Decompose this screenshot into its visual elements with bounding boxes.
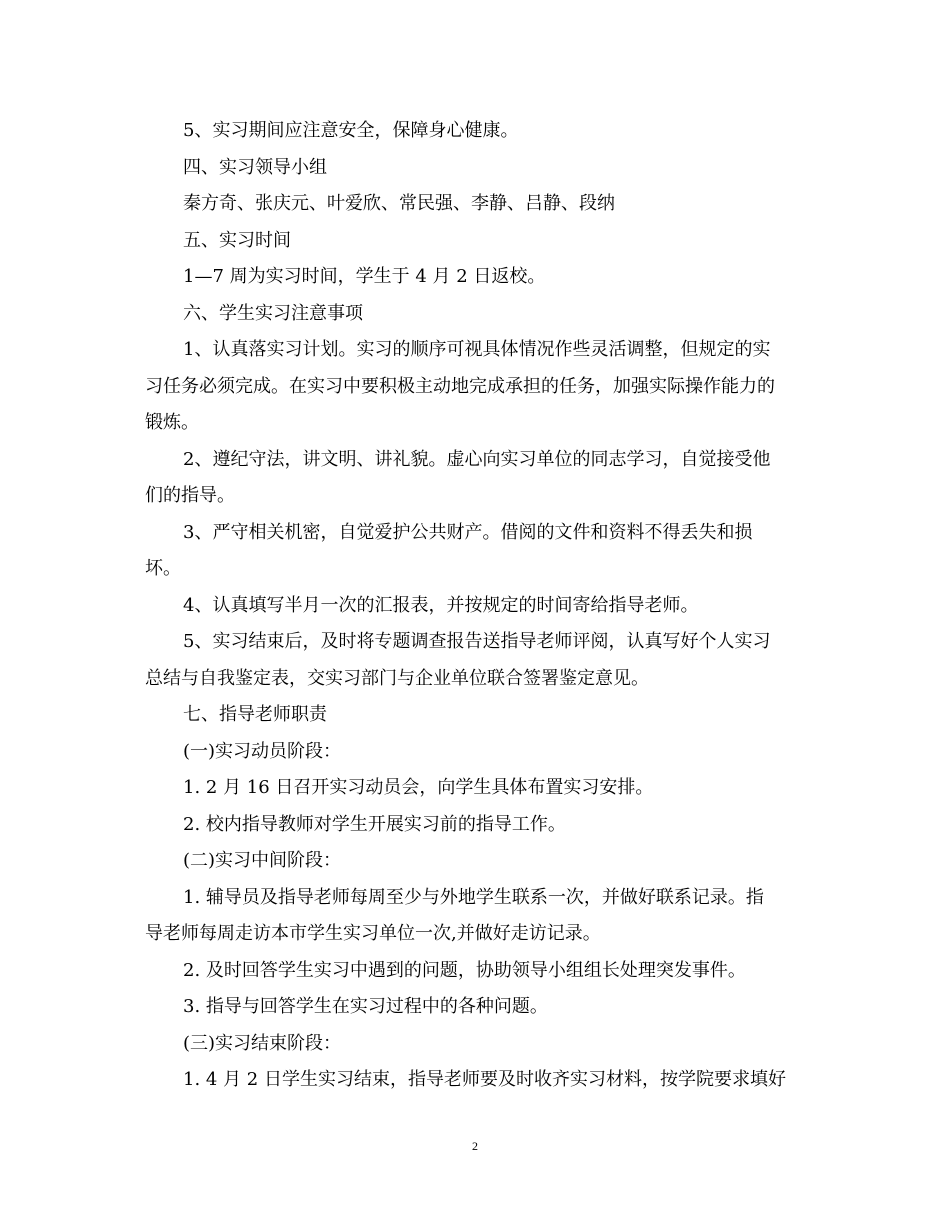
- text-line: 4、认真填写半月一次的汇报表，并按规定的时间寄给指导老师。: [183, 594, 699, 616]
- section-heading: 七、指导老师职责: [183, 704, 327, 725]
- text-line: 1、认真落实习计划。实习的顺序可视具体情况作些灵活调整，但规定的实: [183, 339, 771, 360]
- text-line: 锻炼。: [145, 412, 199, 433]
- subsection-heading: (三)实习结束阶段：: [183, 1032, 342, 1054]
- text-line: 1. 4 月 2 日学生实习结束，指导老师要及时收齐实习材料，按学院要求填好: [183, 1069, 786, 1090]
- section-heading: 六、学生实习注意事项: [183, 302, 363, 324]
- text-line: 坏。: [145, 558, 181, 579]
- text-line: 导老师每周走访本市学生实习单位一次,并做好走访记录。: [145, 923, 601, 944]
- text-line: 5、实习期间应注意安全，保障身心健康。: [183, 120, 519, 141]
- text-line: 秦方奇、张庆元、叶爱欣、常民强、李静、吕静、段纳: [183, 193, 615, 214]
- text-line: 2. 及时回答学生实习中遇到的问题，协助领导小组组长处理突发事件。: [183, 959, 746, 981]
- text-line: 3. 指导与回答学生在实习过程中的各种问题。: [183, 996, 548, 1017]
- section-heading: 四、实习领导小组: [183, 156, 327, 178]
- text-line: 2. 校内指导教师对学生开展实习前的指导工作。: [183, 813, 566, 835]
- text-line: 1. 2 月 16 日召开实习动员会，向学生具体布置实习安排。: [183, 777, 654, 798]
- document-body: [145, 113, 805, 1099]
- text-line: 2、遵纪守法，讲文明、讲礼貌。虚心向实习单位的同志学习，自觉接受他: [183, 448, 771, 470]
- text-line: 5、实习结束后，及时将专题调查报告送指导老师评阅，认真写好个人实习: [183, 631, 771, 652]
- text-line: 习任务必须完成。在实习中要积极主动地完成承担的任务，加强实际操作能力的: [145, 375, 775, 397]
- subsection-heading: (二)实习中间阶段：: [183, 850, 342, 871]
- text-line: 1. 辅导员及指导老师每周至少与外地学生联系一次，并做好联系记录。指: [183, 886, 764, 908]
- text-line: 们的指导。: [145, 485, 235, 506]
- text-line: 总结与自我鉴定表，交实习部门与企业单位联合签署鉴定意见。: [145, 667, 649, 689]
- page-number: 2: [472, 1139, 478, 1153]
- section-heading: 五、实习时间: [183, 229, 291, 251]
- subsection-heading: (一)实习动员阶段：: [183, 740, 342, 762]
- text-line: 3、严守相关机密，自觉爱护公共财产。借阅的文件和资料不得丢失和损: [183, 521, 753, 543]
- text-line: 1—7 周为实习时间，学生于 4 月 2 日返校。: [183, 266, 546, 287]
